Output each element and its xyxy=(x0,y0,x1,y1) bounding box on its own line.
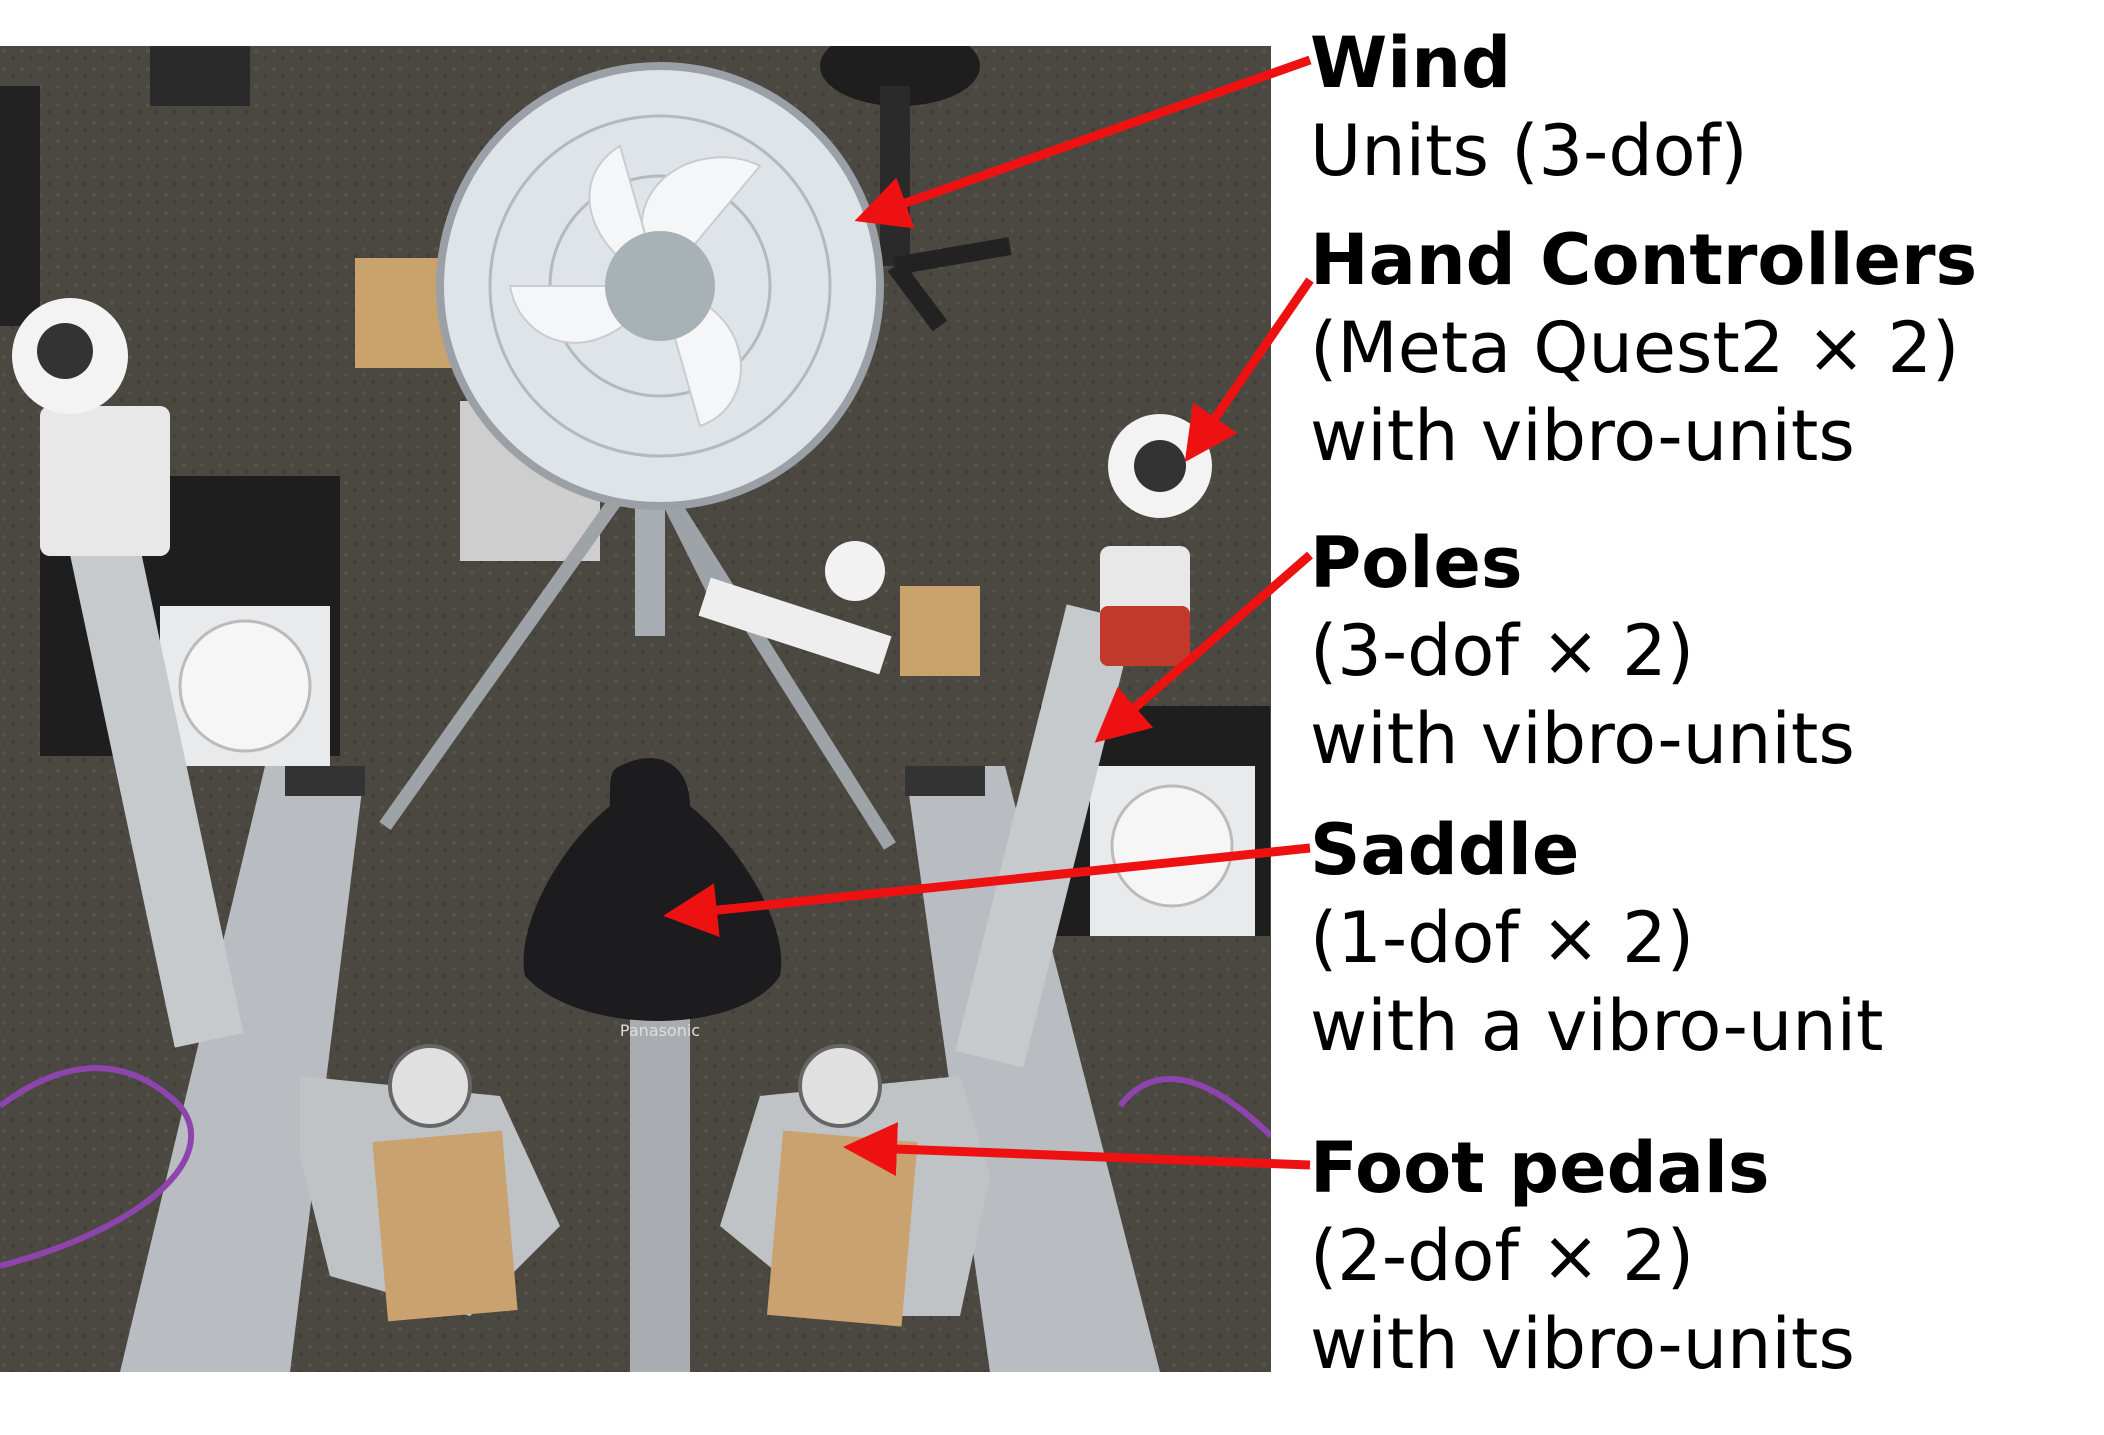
label-saddle-line-1: (1-dof × 2) xyxy=(1310,897,1695,979)
label-poles-title: Poles xyxy=(1310,522,1523,604)
label-poles-line-1: (3-dof × 2) xyxy=(1310,610,1695,692)
right-hand-controller xyxy=(1108,414,1212,518)
label-foot-pedals-line-2: with vibro-units xyxy=(1310,1303,1855,1385)
table-leg xyxy=(150,46,250,106)
label-saddle-title: Saddle xyxy=(1310,809,1580,891)
label-saddle-line-2: with a vibro-unit xyxy=(1310,985,1884,1067)
label-saddle xyxy=(1310,809,1884,1067)
label-hand-controllers xyxy=(1310,219,1978,477)
adapter xyxy=(825,541,885,601)
bag xyxy=(0,86,40,326)
label-poles xyxy=(1310,522,1855,780)
label-foot-pedals xyxy=(1310,1127,1855,1385)
setup-photo xyxy=(0,46,1271,1372)
photo-drawing xyxy=(0,46,1271,1372)
saddle-brand: Panasonic xyxy=(619,1021,701,1040)
label-hand-controllers-line-2: with vibro-units xyxy=(1310,395,1855,477)
label-foot-pedals-title: Foot pedals xyxy=(1310,1127,1770,1209)
small-box xyxy=(900,586,980,676)
label-hand-controllers-line-1: (Meta Quest2 × 2) xyxy=(1310,307,1960,389)
label-hand-controllers-title: Hand Controllers xyxy=(1310,219,1978,301)
label-wind-line-1: Units (3-dof) xyxy=(1310,110,1748,192)
left-hand-controller xyxy=(12,298,128,414)
label-poles-line-2: with vibro-units xyxy=(1310,698,1855,780)
label-wind xyxy=(1310,22,1748,192)
label-foot-pedals-line-1: (2-dof × 2) xyxy=(1310,1215,1695,1297)
label-wind-title: Wind xyxy=(1310,22,1512,104)
